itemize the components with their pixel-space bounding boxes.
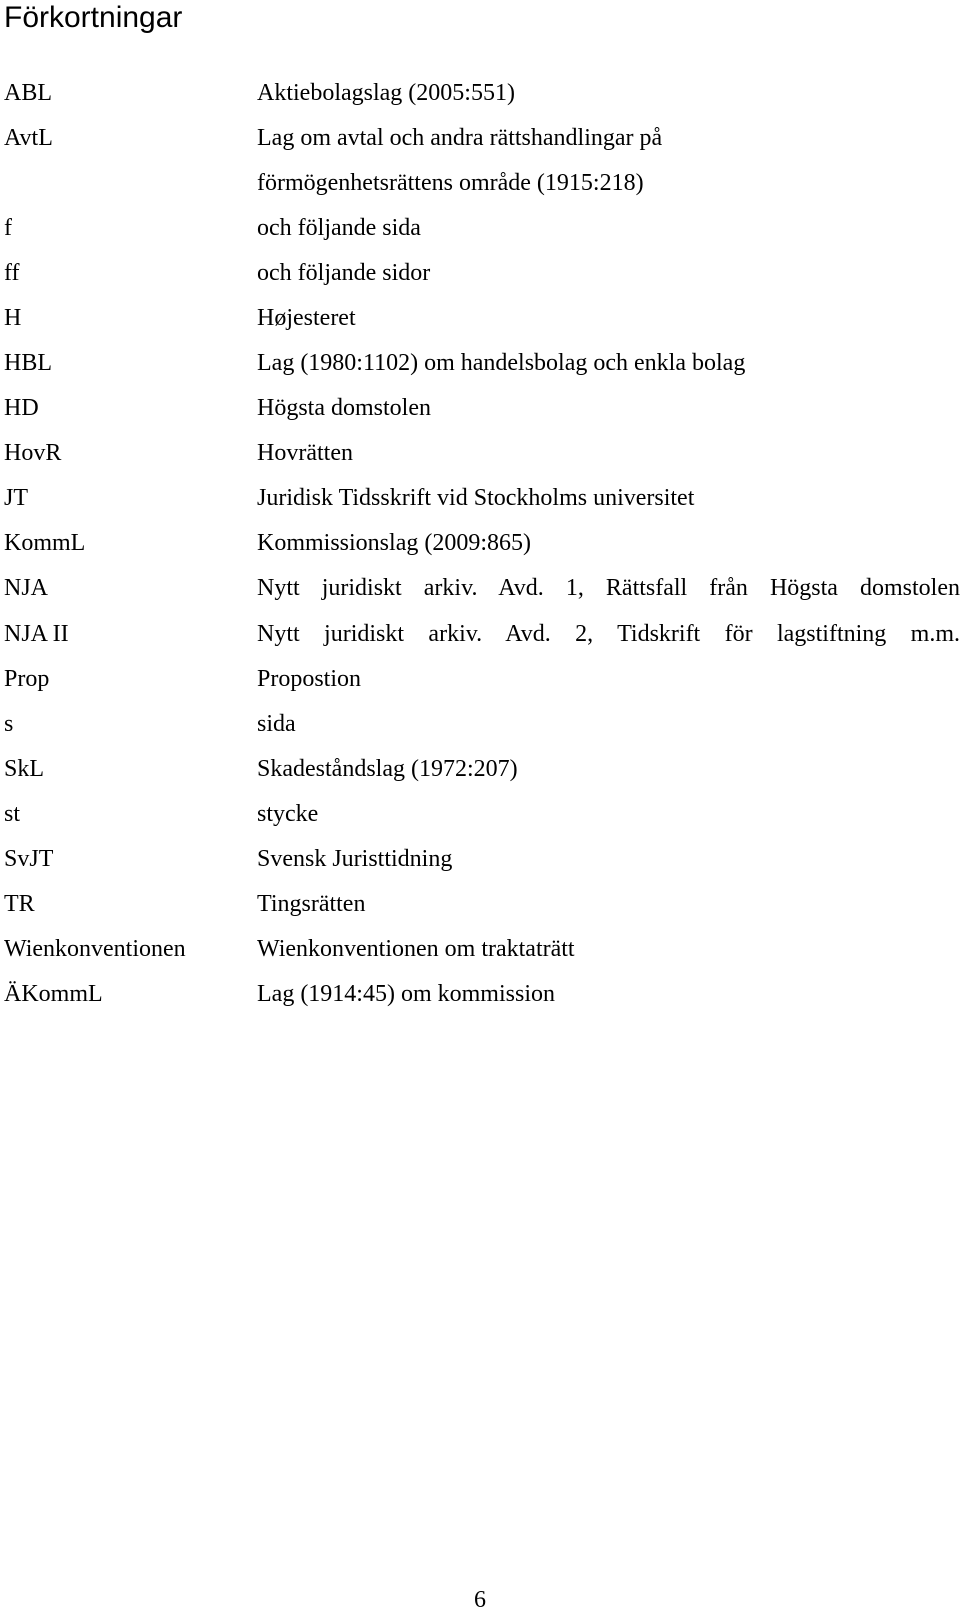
abbreviation: NJA (4, 575, 49, 601)
abbreviation-definition: och följande sida (257, 215, 421, 241)
abbreviation: ÄKommL (4, 981, 103, 1007)
abbreviation-definition: Wienkonventionen om traktaträtt (257, 936, 575, 962)
abbreviation-row (4, 210, 956, 256)
abbreviation: ff (4, 260, 20, 286)
abbreviation-definition: Juridisk Tidsskrift vid Stockholms universitet (257, 485, 695, 511)
abbreviation: JT (4, 485, 28, 511)
abbreviation-definition: förmögenhetsrättens område (1915:218) (257, 170, 644, 196)
abbreviation: st (4, 801, 21, 827)
abbreviation: Wienkonventionen (4, 936, 186, 962)
abbreviation-row (4, 931, 956, 977)
abbreviation-row (4, 706, 956, 752)
page-heading: Förkortningar (4, 1, 183, 34)
abbreviation-row (4, 345, 956, 391)
abbreviation-row (4, 165, 956, 211)
abbreviation: SkL (4, 756, 45, 782)
abbreviation: f (4, 215, 12, 241)
abbreviation-definition: Højesteret (257, 305, 356, 331)
abbreviation-definition: Lag (1980:1102) om handelsbolag och enkla bolag (257, 350, 746, 376)
abbreviation-definition: Aktiebolagslag (2005:551) (257, 80, 515, 106)
abbreviation-row (4, 480, 956, 526)
abbreviation: KommL (4, 530, 86, 556)
abbreviation-row (4, 796, 956, 842)
abbreviation-row (4, 661, 956, 707)
abbreviation-definition: Nytt juridiskt arkiv. Avd. 2, Tidskrift för lagstiftning m.m. (257, 621, 960, 647)
abbreviation-row (4, 525, 956, 571)
abbreviation-row (4, 886, 956, 932)
abbreviation-row (4, 841, 956, 887)
abbreviation: Prop (4, 666, 50, 692)
abbreviation: HBL (4, 350, 52, 376)
abbreviation-row (4, 255, 956, 301)
abbreviation-definition: Tingsrätten (257, 891, 366, 917)
page-number: 6 (474, 1587, 486, 1613)
abbreviation-row (4, 435, 956, 481)
abbreviation: s (4, 711, 14, 737)
abbreviation-definition: sida (257, 711, 296, 737)
abbreviation: SvJT (4, 846, 54, 872)
abbreviation-row (4, 616, 960, 662)
abbreviation-definition: och följande sidor (257, 260, 431, 286)
abbreviation-row (4, 751, 956, 797)
abbreviation-row (4, 390, 956, 436)
abbreviation-definition: Lag om avtal och andra rättshandlingar på (257, 125, 663, 151)
abbreviation: HD (4, 395, 39, 421)
abbreviation: AvtL (4, 125, 53, 151)
abbreviation-definition: Högsta domstolen (257, 395, 431, 421)
abbreviation-definition: Nytt juridiskt arkiv. Avd. 1, Rättsfall från Högsta domstolen (257, 575, 960, 601)
abbreviation: H (4, 305, 22, 331)
abbreviation-row (4, 75, 956, 121)
abbreviation-definition: Kommissionslag (2009:865) (257, 530, 531, 556)
abbreviation: HovR (4, 440, 62, 466)
abbreviation-row (4, 976, 956, 1022)
abbreviation-definition: Lag (1914:45) om kommission (257, 981, 555, 1007)
abbreviation: ABL (4, 80, 52, 106)
abbreviation-definition: Svensk Juristtidning (257, 846, 453, 872)
abbreviation: TR (4, 891, 35, 917)
abbreviation-row (4, 300, 956, 346)
abbreviation-definition: stycke (257, 801, 319, 827)
abbreviation-definition: Hovrätten (257, 440, 353, 466)
abbreviation-definition: Skadeståndslag (1972:207) (257, 756, 518, 782)
abbreviation: NJA II (4, 621, 69, 647)
abbreviation-row (4, 570, 960, 616)
abbreviation-definition: Propostion (257, 666, 362, 692)
abbreviation-row (4, 120, 956, 166)
